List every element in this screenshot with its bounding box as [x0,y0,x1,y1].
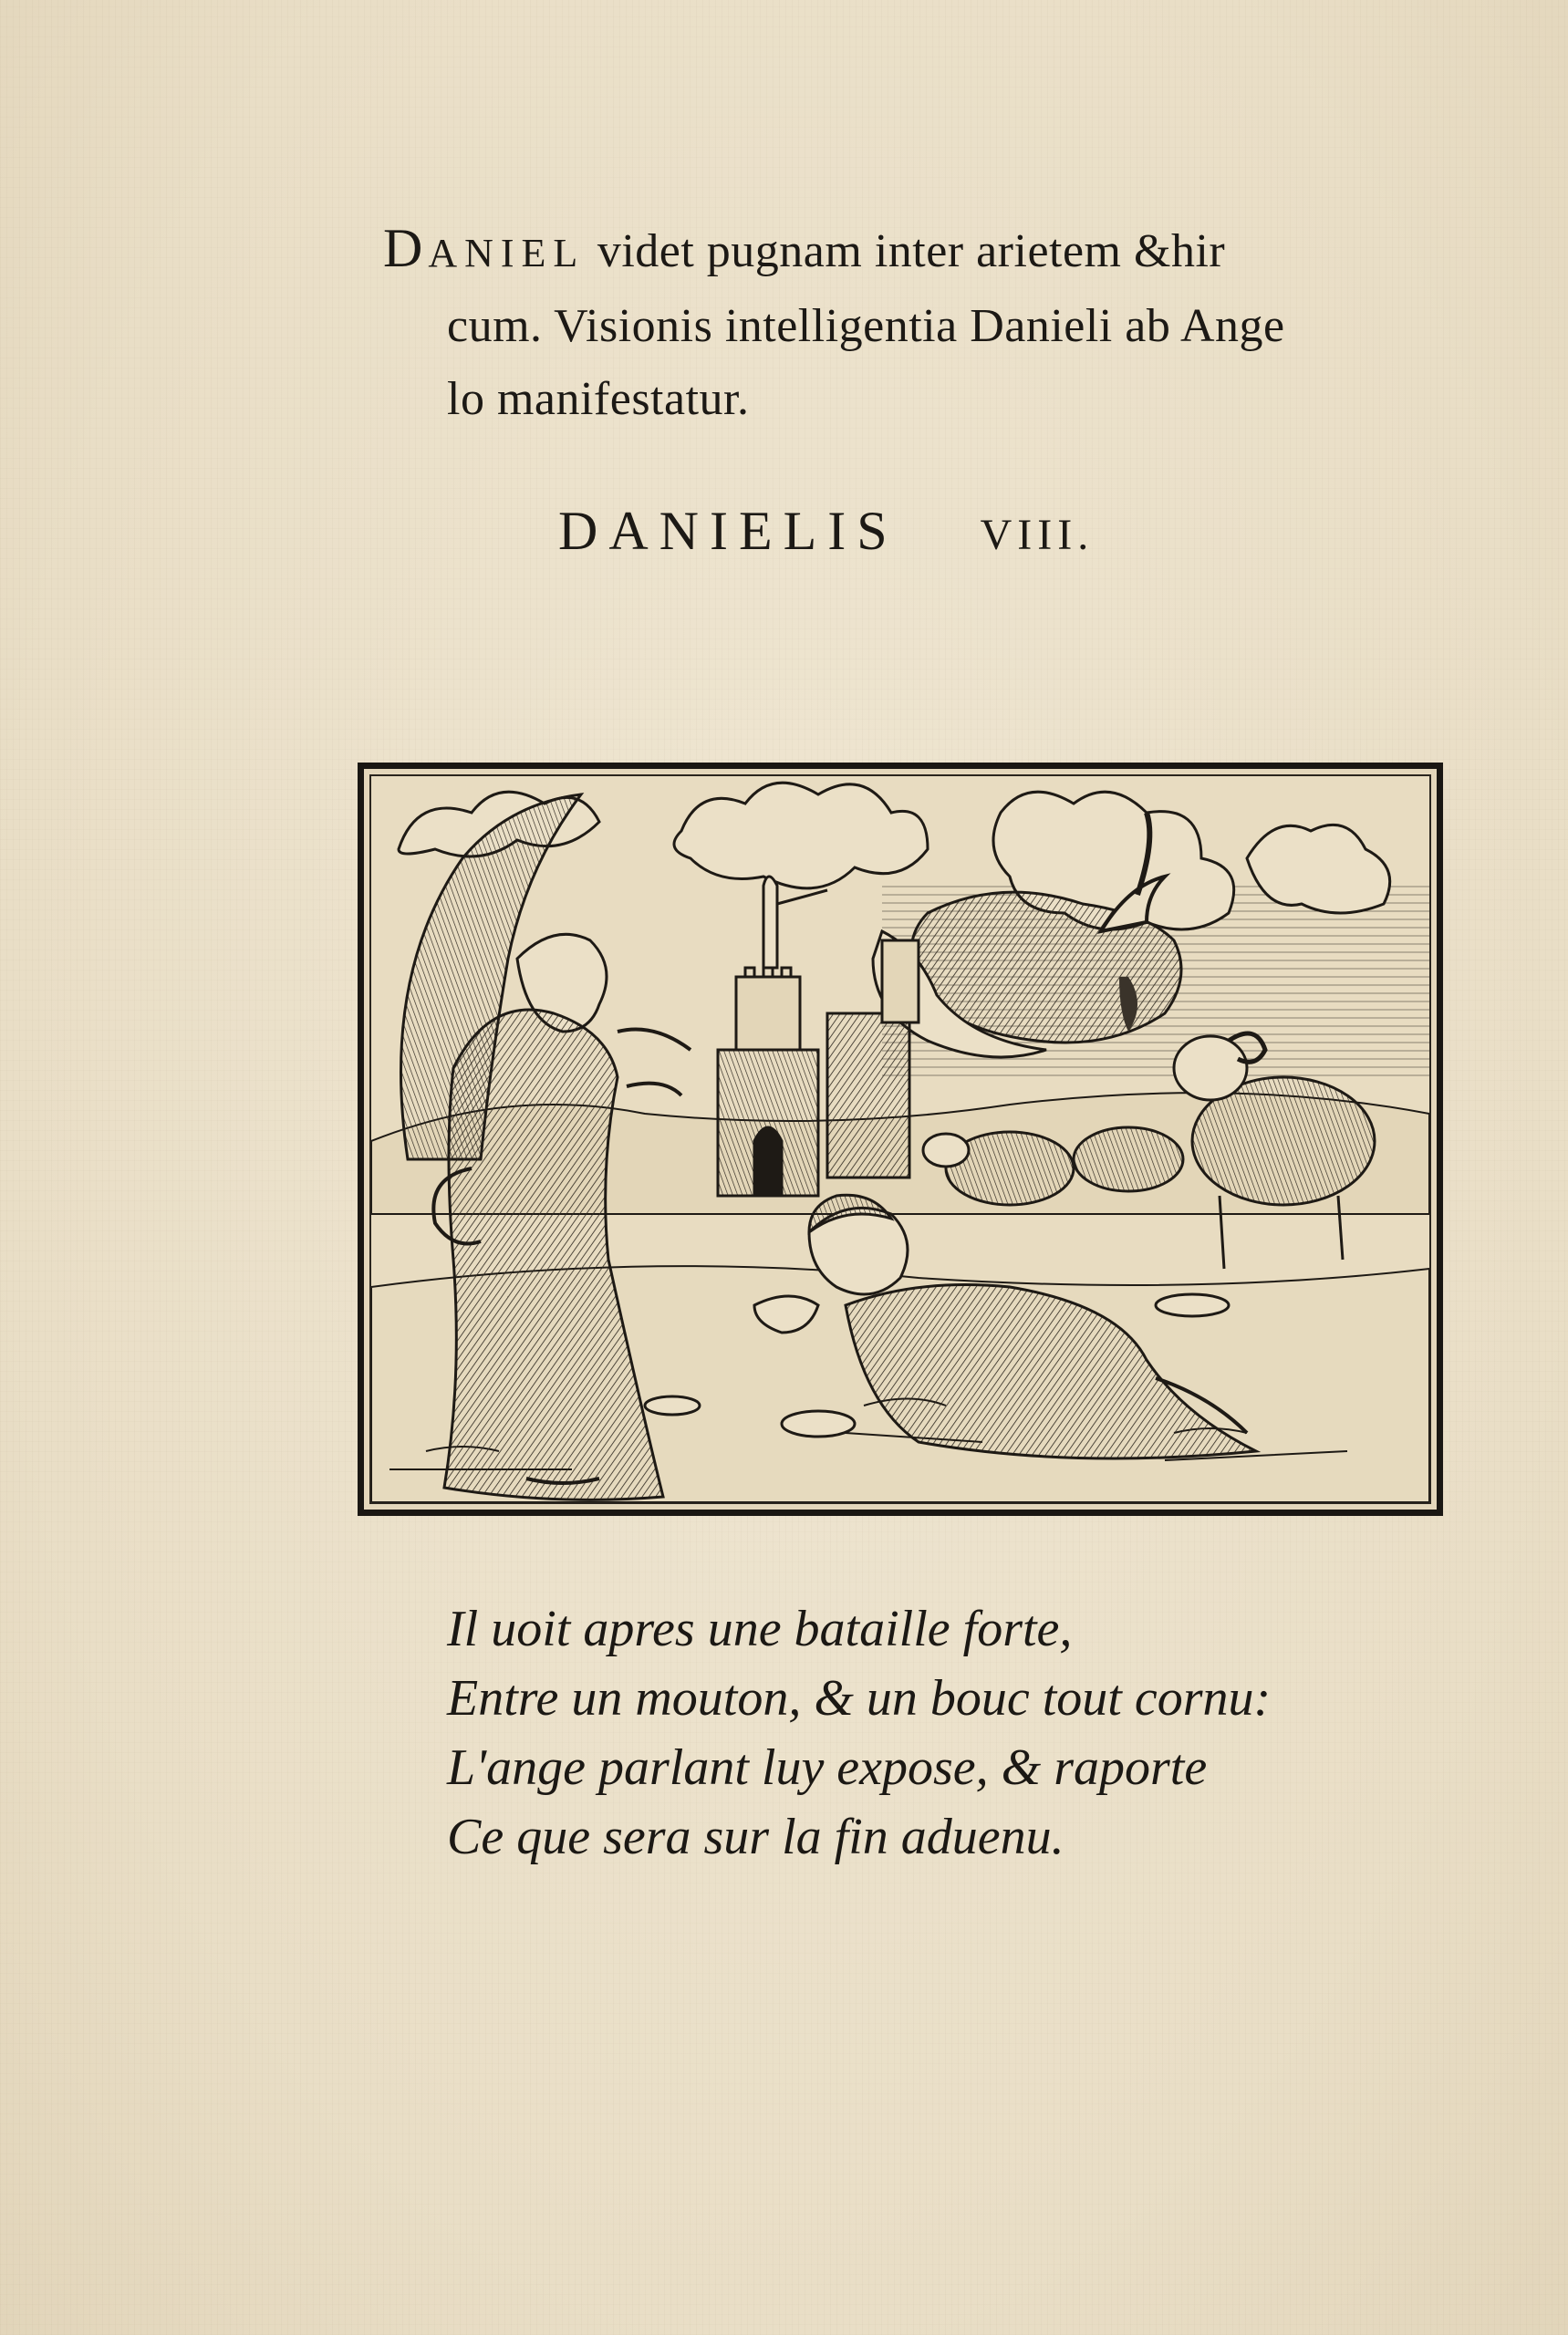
chapter-heading [558,500,1288,563]
verse-line-2: Entre un mouton, & un bouc tout cornu: [447,1670,1272,1727]
caption-smallcaps: ANIEL [428,231,586,275]
woodcut-scene [371,776,1429,1502]
caption-line-1-text: videt pugnam inter arietem &hir [585,225,1226,277]
caption-line-3: lo manifestatur. [447,373,750,425]
drop-initial: D [383,218,429,278]
caption-line-2: cum. Visionis intelligentia Danieli ab Ange [447,300,1285,352]
woodcut-illustration [358,763,1443,1516]
verse-line-3: L'ange parlant luy expose, & raporte [447,1739,1208,1796]
verse-line-4: Ce que sera sur la fin aduenu. [447,1809,1064,1865]
french-verse [447,1594,1359,1872]
caption-line-1 [383,212,1459,290]
heading-book: DANIELIS [558,501,898,561]
latin-caption [383,212,1459,436]
verse-line-1: Il uoit apres une bataille forte, [447,1601,1073,1657]
heading-chapter: VIII. [980,511,1095,559]
